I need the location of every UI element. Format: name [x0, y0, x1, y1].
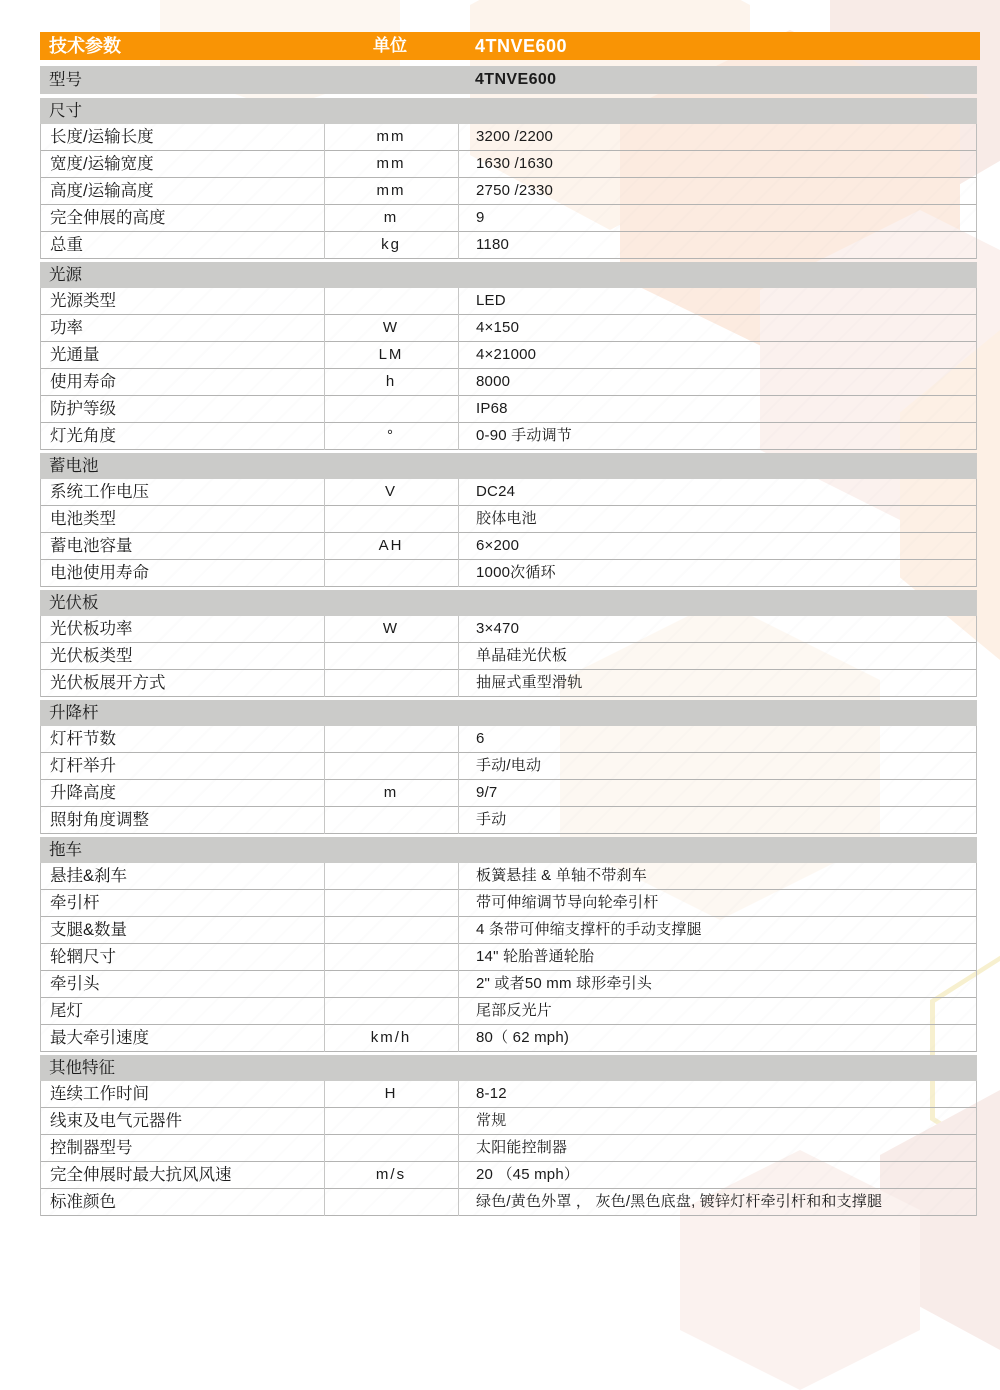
param-name-cell: 线束及电气元器件: [50, 1112, 182, 1130]
section-header-row: [40, 837, 977, 863]
unit-cell: [324, 1135, 458, 1161]
value-cell: 80（ 62 mph): [476, 1029, 570, 1046]
table-row: [41, 315, 976, 342]
param-name-cell: 系统工作电压: [50, 483, 149, 501]
value-cell: 1000次循环: [476, 564, 556, 581]
model-row-label: 型号: [49, 71, 82, 89]
param-name-cell: 防护等级: [50, 400, 116, 418]
value-cell: DC24: [476, 483, 516, 500]
section-rows: [40, 288, 977, 450]
value-cell: 绿色/黄色外罩 ， 灰色/黑色底盘, 镀锌灯杆牵引杆和和支撑腿: [476, 1193, 883, 1210]
param-name-cell: 使用寿命: [50, 373, 116, 391]
table-row: [41, 151, 976, 178]
value-cell: 尾部反光片: [476, 1002, 553, 1019]
value-cell: 9: [476, 209, 485, 226]
section-title: 尺寸: [49, 102, 82, 120]
table-row: [41, 1108, 976, 1135]
table-row: [41, 1162, 976, 1189]
param-name-cell: 光源类型: [50, 292, 116, 310]
value-cell: 板簧悬挂 & 单轴不带刹车: [476, 867, 647, 884]
table-row: [41, 944, 976, 971]
table-body: [40, 98, 980, 1216]
param-name-cell: 照射角度调整: [50, 811, 149, 829]
unit-cell: V: [384, 483, 397, 500]
param-name-cell: 控制器型号: [50, 1139, 133, 1157]
table-row: [41, 670, 976, 697]
value-cell: 6×200: [476, 537, 520, 554]
param-name-cell: 牵引头: [50, 975, 100, 993]
param-name-cell: 光伏板展开方式: [50, 674, 166, 692]
table-row: [41, 753, 976, 780]
param-name-cell: 灯光角度: [50, 427, 116, 445]
param-name-cell: 灯杆节数: [50, 730, 116, 748]
section-title: 升降杆: [49, 704, 99, 722]
table-row: [41, 1025, 976, 1052]
section-header-row: [40, 453, 977, 479]
table-row: [41, 479, 976, 506]
table-row: [41, 232, 976, 259]
table-row: [41, 863, 976, 890]
table-row: [41, 205, 976, 232]
param-name-cell: 连续工作时间: [50, 1085, 149, 1103]
section-rows: [40, 726, 977, 834]
value-cell: 3×470: [476, 620, 520, 637]
param-name-cell: 总重: [50, 236, 83, 254]
unit-cell: [324, 726, 458, 752]
value-cell: 手动: [476, 811, 507, 828]
table-row: [41, 1135, 976, 1162]
value-cell: 8-12: [476, 1085, 507, 1102]
value-cell: 14" 轮胎普通轮胎: [476, 948, 595, 965]
unit-cell: [324, 863, 458, 889]
param-name-cell: 光伏板功率: [50, 620, 133, 638]
param-name-cell: 高度/运输高度: [50, 182, 154, 200]
value-cell: LED: [476, 292, 506, 309]
value-cell: 8000: [476, 373, 511, 390]
section-title: 光伏板: [49, 594, 99, 612]
unit-cell: [324, 998, 458, 1024]
section-title: 蓄电池: [49, 457, 99, 475]
value-cell: 20 （45 mph）: [476, 1166, 580, 1183]
table-row: [41, 643, 976, 670]
table-row: [41, 1081, 976, 1108]
param-name-cell: 完全伸展的高度: [50, 209, 166, 227]
table-row: [41, 342, 976, 369]
section-header-row: [40, 98, 977, 124]
table-title: 技术参数: [49, 36, 121, 56]
unit-cell: [324, 396, 458, 422]
unit-cell: mm: [376, 128, 406, 145]
unit-cell: km/h: [370, 1029, 412, 1046]
value-cell: 单晶硅光伏板: [476, 647, 568, 664]
param-name-cell: 完全伸展时最大抗风风速: [50, 1166, 232, 1184]
param-name-cell: 长度/运输长度: [50, 128, 154, 146]
param-name-cell: 电池类型: [50, 510, 116, 528]
model-column-header: 4TNVE600: [475, 36, 568, 56]
unit-cell: H: [384, 1085, 398, 1102]
value-cell: 6: [476, 730, 485, 747]
param-name-cell: 支腿&数量: [50, 921, 128, 939]
value-cell: 1630 /1630: [476, 155, 554, 172]
param-name-cell: 灯杆举升: [50, 757, 116, 775]
unit-cell: [324, 643, 458, 669]
param-name-cell: 标准颜色: [50, 1193, 116, 1211]
section-title: 拖车: [49, 841, 82, 859]
value-cell: 4×150: [476, 319, 520, 336]
unit-cell: [324, 1108, 458, 1134]
section-header-row: [40, 1055, 977, 1081]
param-name-cell: 电池使用寿命: [50, 564, 149, 582]
value-cell: 9/7: [476, 784, 498, 801]
section-rows: [40, 124, 977, 259]
unit-cell: mm: [376, 182, 406, 199]
model-row-value: 4TNVE600: [475, 71, 557, 88]
value-cell: 2" 或者50 mm 球形牵引头: [476, 975, 653, 992]
unit-cell: kg: [381, 236, 401, 253]
table-row: [41, 178, 976, 205]
table-row: [41, 423, 976, 450]
param-name-cell: 光伏板类型: [50, 647, 133, 665]
unit-cell: [324, 890, 458, 916]
param-name-cell: 最大牵引速度: [50, 1029, 149, 1047]
param-name-cell: 功率: [50, 319, 83, 337]
unit-cell: m/s: [375, 1166, 407, 1183]
unit-cell: [324, 944, 458, 970]
table-row: [41, 971, 976, 998]
unit-cell: LM: [378, 346, 404, 363]
unit-cell: h: [385, 373, 397, 390]
value-cell: 1180: [476, 236, 510, 253]
table-row: [41, 998, 976, 1025]
value-cell: 4×21000: [476, 346, 537, 363]
table-row: [41, 917, 976, 944]
unit-column-header: 单位: [373, 36, 407, 55]
section-header-row: [40, 700, 977, 726]
unit-cell: m: [383, 784, 399, 801]
section-title: 光源: [49, 266, 82, 284]
table-row: [41, 807, 976, 834]
table-row: [41, 560, 976, 587]
param-name-cell: 轮辋尺寸: [50, 948, 116, 966]
model-row: [40, 66, 977, 94]
value-cell: 2750 /2330: [476, 182, 554, 199]
param-name-cell: 蓄电池容量: [50, 537, 133, 555]
unit-cell: W: [382, 319, 400, 336]
table-row: [41, 726, 976, 753]
param-name-cell: 牵引杆: [50, 894, 100, 912]
table-row: [41, 506, 976, 533]
unit-cell: [324, 670, 458, 696]
table-row: [41, 890, 976, 917]
unit-cell: [324, 1189, 458, 1215]
table-row: [41, 369, 976, 396]
value-cell: 抽屉式重型滑轨: [476, 674, 583, 691]
section-header-row: [40, 590, 977, 616]
value-cell: 手动/电动: [476, 757, 542, 774]
spec-table: [40, 32, 980, 1216]
section-header-row: [40, 262, 977, 288]
unit-cell: mm: [376, 155, 406, 172]
value-cell: 3200 /2200: [476, 128, 554, 145]
value-cell: 带可伸缩调节导向轮牵引杆: [476, 894, 659, 911]
param-name-cell: 光通量: [50, 346, 100, 364]
section-rows: [40, 616, 977, 697]
param-name-cell: 宽度/运输宽度: [50, 155, 154, 173]
value-cell: 太阳能控制器: [476, 1139, 568, 1156]
unit-cell: W: [382, 620, 400, 637]
table-row: [41, 1189, 976, 1216]
section-rows: [40, 1081, 977, 1216]
table-row: [41, 616, 976, 643]
unit-cell: [324, 506, 458, 532]
table-row: [41, 288, 976, 315]
unit-cell: AH: [378, 537, 404, 554]
param-name-cell: 升降高度: [50, 784, 116, 802]
unit-cell: [324, 288, 458, 314]
value-cell: 4 条带可伸缩支撑杆的手动支撑腿: [476, 921, 702, 938]
unit-cell: °: [387, 427, 395, 444]
param-name-cell: 悬挂&刹车: [50, 867, 128, 885]
value-cell: 0-90 手动调节: [476, 427, 572, 444]
value-cell: IP68: [476, 400, 508, 417]
unit-cell: [324, 971, 458, 997]
unit-cell: [324, 917, 458, 943]
param-name-cell: 尾灯: [50, 1002, 83, 1020]
value-cell: 常规: [476, 1112, 507, 1129]
table-row: [41, 780, 976, 807]
value-cell: 胶体电池: [476, 510, 537, 527]
table-row: [41, 124, 976, 151]
table-header-bar: [40, 32, 980, 60]
table-row: [41, 396, 976, 423]
unit-cell: [324, 560, 458, 586]
unit-cell: m: [383, 209, 399, 226]
unit-cell: [324, 753, 458, 779]
section-rows: [40, 863, 977, 1052]
section-title: 其他特征: [49, 1059, 115, 1077]
section-rows: [40, 479, 977, 587]
unit-cell: [324, 807, 458, 833]
table-row: [41, 533, 976, 560]
